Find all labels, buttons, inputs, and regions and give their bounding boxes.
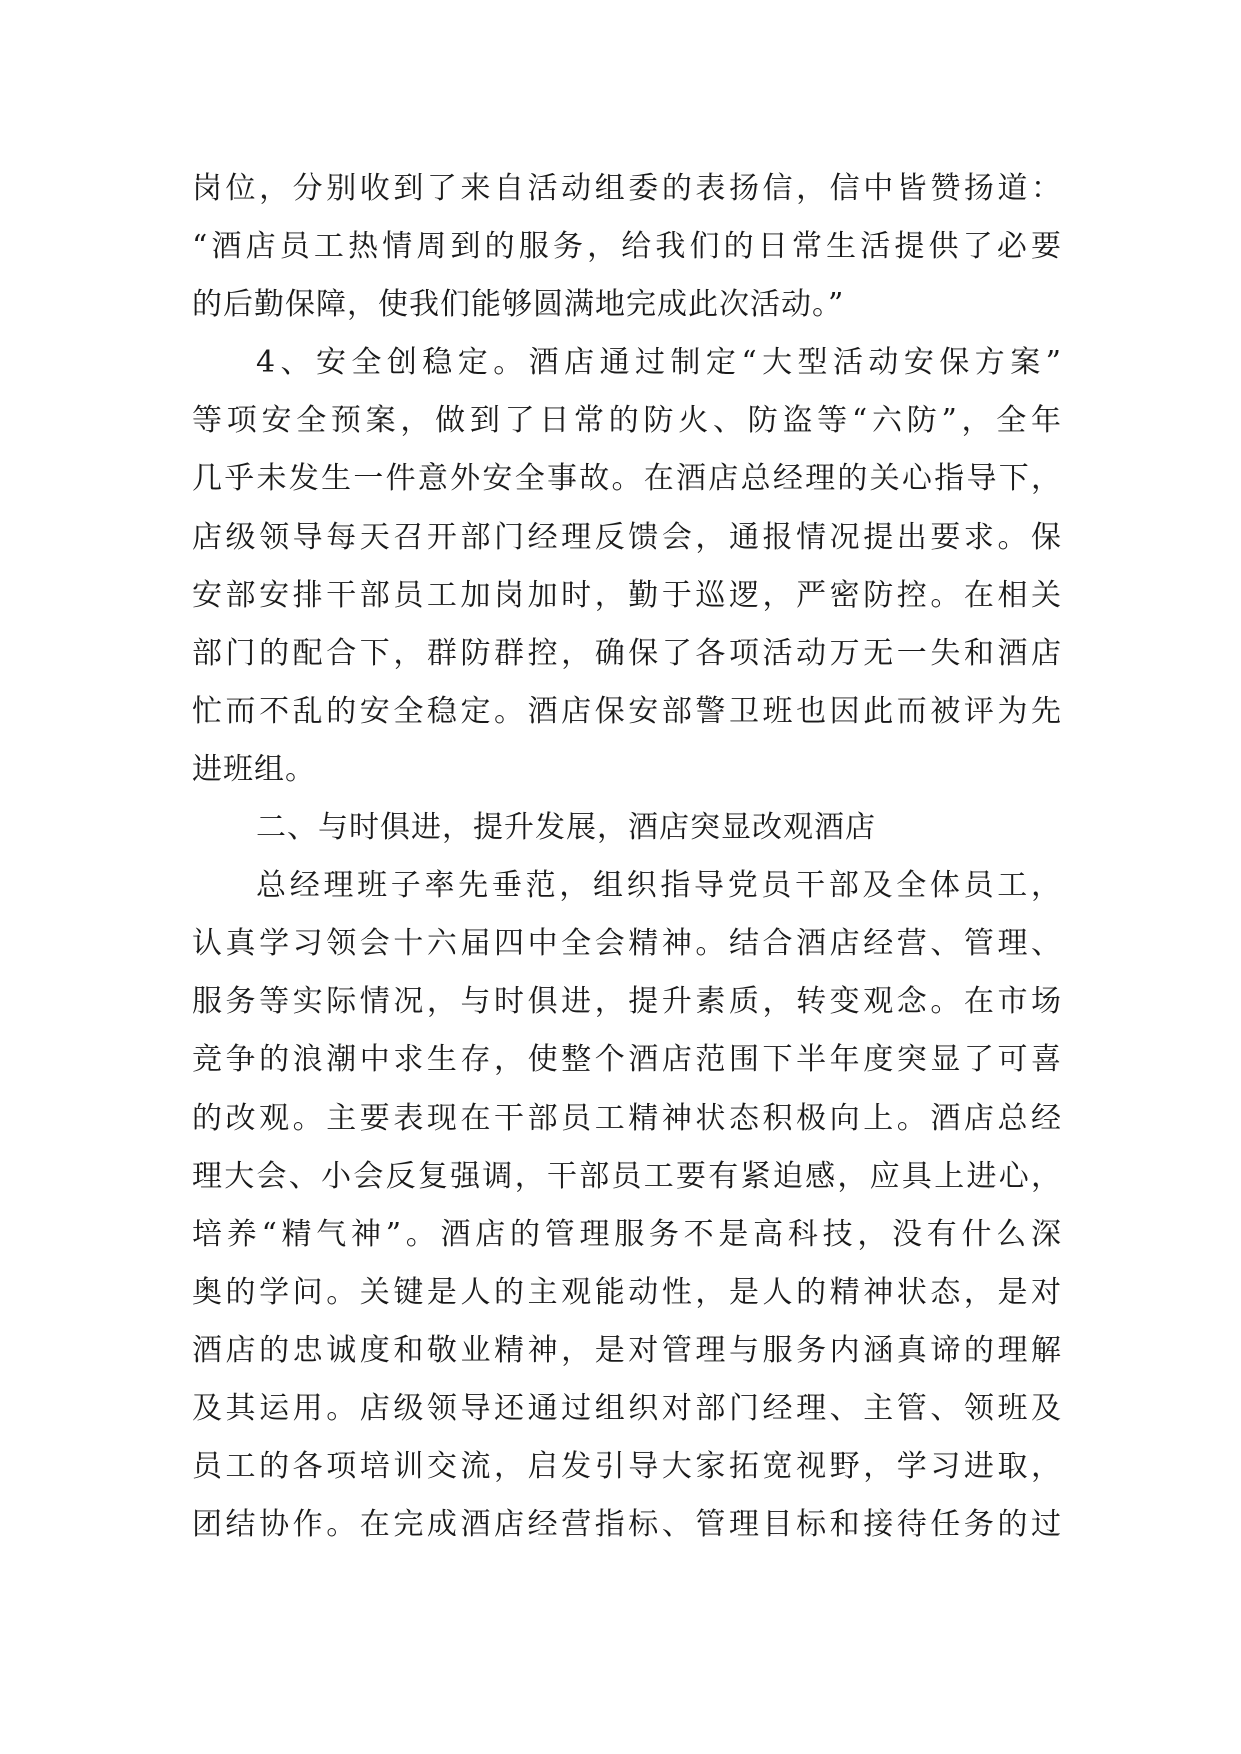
text-line: 店级领导每天召开部门经理反馈会，通报情况提出要求。保 xyxy=(192,519,1062,555)
text-line: 的改观。主要表现在干部员工精神状态积极向上。酒店总经 xyxy=(192,1100,1062,1136)
text-line: 及其运用。店级领导还通过组织对部门经理、主管、领班及 xyxy=(192,1390,1062,1426)
text-line: 培养“精气神”。酒店的管理服务不是高科技，没有什么深 xyxy=(192,1216,1062,1252)
text-line: 理大会、小会反复强调，干部员工要有紧迫感，应具上进心， xyxy=(192,1158,1062,1194)
text-line: 奥的学问。关键是人的主观能动性，是人的精神状态，是对 xyxy=(192,1274,1062,1310)
text-line: 部门的配合下，群防群控，确保了各项活动万无一失和酒店 xyxy=(192,635,1062,671)
text-line: 安部安排干部员工加岗加时，勤于巡逻，严密防控。在相关 xyxy=(192,577,1062,613)
text-line: 员工的各项培训交流，启发引导大家拓宽视野，学习进取， xyxy=(192,1449,1062,1485)
text-line: 团结协作。在完成酒店经营指标、管理目标和接待任务的过 xyxy=(192,1507,1062,1543)
text-line: 忙而不乱的安全稳定。酒店保安部警卫班也因此而被评为先 xyxy=(192,693,1062,729)
section-heading: 二、与时俱进，提升发展，酒店突显改观酒店 xyxy=(256,810,876,846)
text-line: “酒店员工热情周到的服务，给我们的日常生活提供了必要 xyxy=(192,229,1062,265)
text-line: 进班组。 xyxy=(192,751,316,787)
text-line: 竞争的浪潮中求生存，使整个酒店范围下半年度突显了可喜 xyxy=(192,1042,1062,1078)
text-line: 岗位，分别收到了来自活动组委的表扬信，信中皆赞扬道： xyxy=(192,171,1062,206)
paragraph-start-line: 4、安全创稳定。酒店通过制定“大型活动安保方案” xyxy=(256,345,1062,381)
text-line: 的后勤保障，使我们能够圆满地完成此次活动。” xyxy=(192,287,845,323)
text-line: 酒店的忠诚度和敬业精神，是对管理与服务内涵真谛的理解 xyxy=(192,1332,1062,1368)
body-text xyxy=(192,160,1062,1554)
text-line: 几乎未发生一件意外安全事故。在酒店总经理的关心指导下， xyxy=(192,461,1062,497)
paragraph-start-line: 总经理班子率先垂范，组织指导党员干部及全体员工， xyxy=(256,868,1062,904)
text-line: 认真学习领会十六届四中全会精神。结合酒店经营、管理、 xyxy=(192,926,1062,962)
text-line: 等项安全预案，做到了日常的防火、防盗等“六防”，全年 xyxy=(192,403,1062,439)
text-line: 服务等实际情况，与时俱进，提升素质，转变观念。在市场 xyxy=(192,984,1062,1020)
